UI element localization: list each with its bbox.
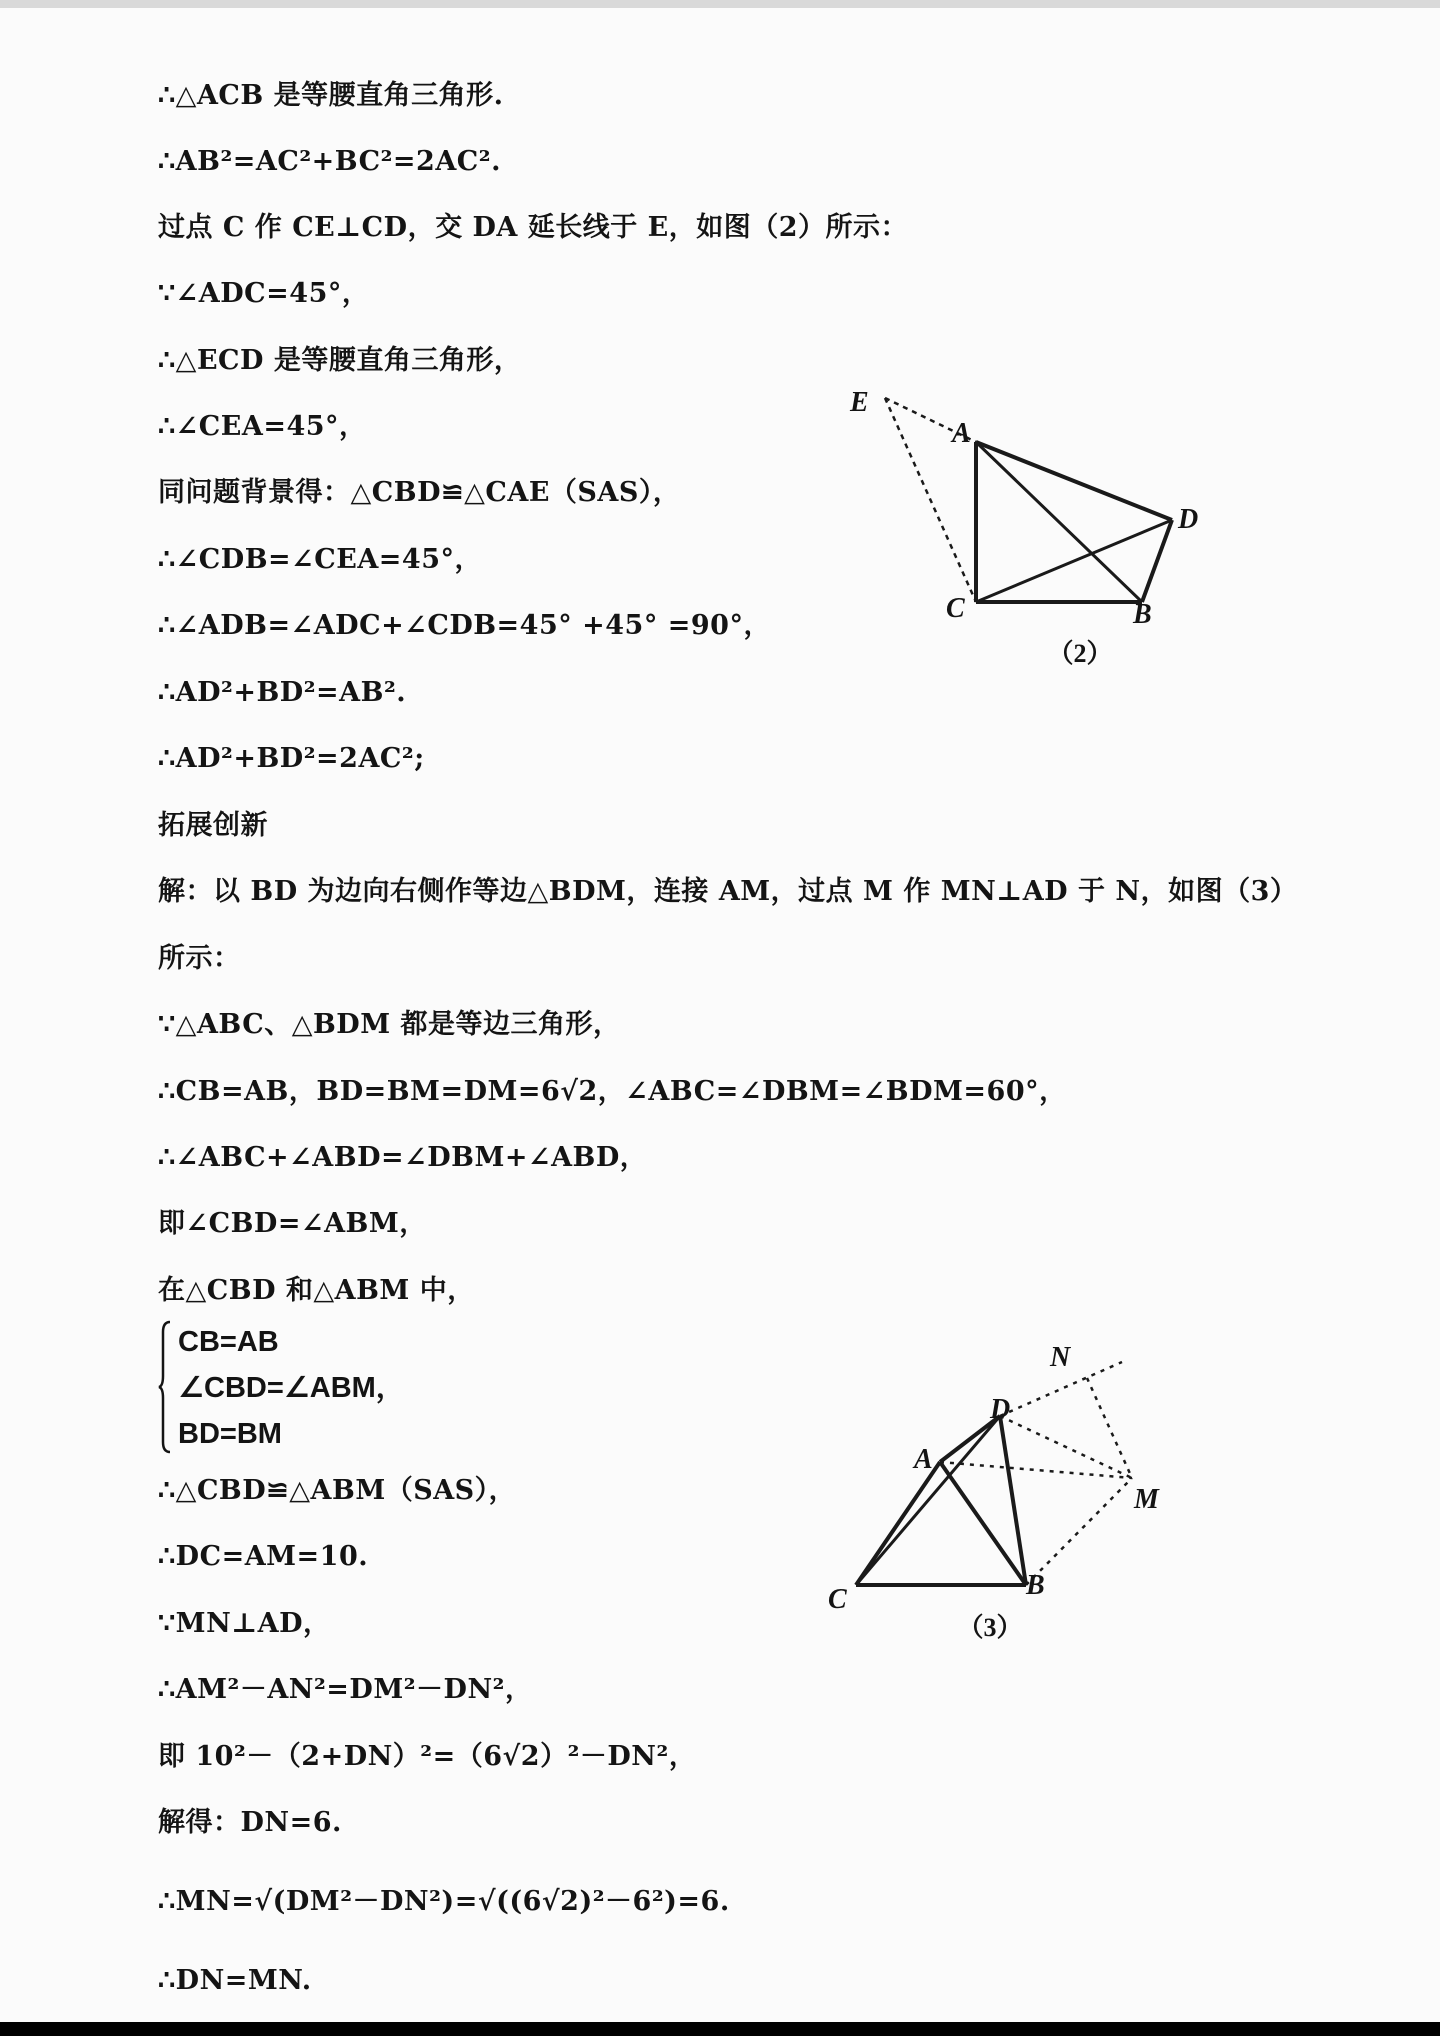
point-label-A: A	[952, 418, 971, 449]
solution-line: ∴∠CDB=∠CEA=45°，	[158, 544, 482, 575]
solution-line: ∴DC=AM=10.	[158, 1541, 369, 1572]
solution-line: ∴DN=MN.	[158, 1965, 312, 1996]
figure-2	[830, 370, 1230, 680]
segment-MN	[1087, 1378, 1132, 1478]
solution-line: ∴△ECD 是等腰直角三角形，	[158, 345, 522, 376]
point-label-E: E	[850, 387, 869, 418]
solution-line: 在△CBD 和△ABM 中，	[158, 1275, 475, 1306]
system-row: BD=BM	[178, 1418, 282, 1450]
solution-line: ∵∠ADC=45°，	[158, 278, 370, 309]
solution-line: ∴CB=AB，BD=BM=DM=6√2，∠ABC=∠DBM=∠BDM=60°，	[158, 1076, 1067, 1107]
point-label-B: B	[1026, 1570, 1045, 1601]
solution-line: ∴∠ADB=∠ADC+∠CDB=45° +45° =90°，	[158, 610, 771, 641]
segment-AD	[976, 442, 1172, 520]
solution-line: ∴∠CEA=45°，	[158, 411, 367, 442]
segment-CA	[856, 1462, 940, 1585]
solution-line: 解得：DN=6.	[158, 1807, 342, 1838]
figure-3-caption: （3）	[957, 1613, 1023, 1642]
solution-line: 同问题背景得：△CBD≌△CAE（SAS），	[158, 477, 681, 508]
point-label-B: B	[1133, 599, 1152, 630]
solution-line: 解：以 BD 为边向右侧作等边△BDM，连接 AM，过点 M 作 MN⊥AD 于 N，如图（3）	[158, 876, 1298, 907]
segment-CD	[856, 1416, 1000, 1585]
bottom-edge	[0, 2022, 1440, 2036]
point-label-C: C	[946, 593, 965, 624]
segment-AB	[940, 1462, 1026, 1585]
solution-line: ∴MN=√(DM²－DN²)=√((6√2)²－6²)=6.	[158, 1886, 730, 1917]
solution-line: ∵△ABC、△BDM 都是等边三角形，	[158, 1009, 621, 1040]
section-heading: 拓展创新	[158, 810, 268, 841]
point-label-D: D	[990, 1394, 1011, 1425]
solution-line: 所示：	[158, 943, 241, 974]
figure-3	[800, 1330, 1200, 1650]
point-label-C: C	[828, 1584, 847, 1615]
solution-line: 过点 C 作 CE⊥CD，交 DA 延长线于 E，如图（2）所示：	[158, 212, 909, 243]
point-label-A: A	[914, 1444, 933, 1475]
solution-line: ∵MN⊥AD，	[158, 1608, 331, 1639]
system-row: CB=AB	[178, 1326, 279, 1358]
point-label-N: N	[1050, 1342, 1071, 1373]
solution-line: 即 10²－（2+DN）²=（6√2）²－DN²，	[158, 1741, 697, 1772]
solution-line: ∴AD²+BD²=2AC²;	[158, 743, 425, 774]
solution-line: ∴△CBD≌△ABM（SAS），	[158, 1475, 517, 1506]
solution-line: ∴△ACB 是等腰直角三角形.	[158, 80, 504, 111]
segment-DB	[1142, 520, 1172, 602]
point-label-D: D	[1178, 504, 1199, 535]
system-row: ∠CBD=∠ABM，	[178, 1372, 405, 1404]
congruence-system	[158, 1320, 458, 1458]
segment-AB	[976, 442, 1142, 602]
segment-CD	[976, 520, 1172, 602]
segment-DB	[1000, 1416, 1026, 1585]
figure-2-caption: （2）	[1047, 639, 1113, 668]
solution-line: ∴∠ABC+∠ABD=∠DBM+∠ABD，	[158, 1142, 648, 1173]
solution-line: 即∠CBD=∠ABM，	[158, 1208, 427, 1239]
left-brace	[158, 1320, 172, 1454]
point-label-M: M	[1134, 1484, 1159, 1515]
solution-line: ∴AD²+BD²=AB².	[158, 677, 407, 708]
solution-line: ∴AB²=AC²+BC²=2AC².	[158, 146, 501, 177]
top-edge	[0, 0, 1440, 8]
solution-line: ∴AM²－AN²=DM²－DN²，	[158, 1674, 533, 1705]
segment-BM	[1026, 1478, 1132, 1585]
